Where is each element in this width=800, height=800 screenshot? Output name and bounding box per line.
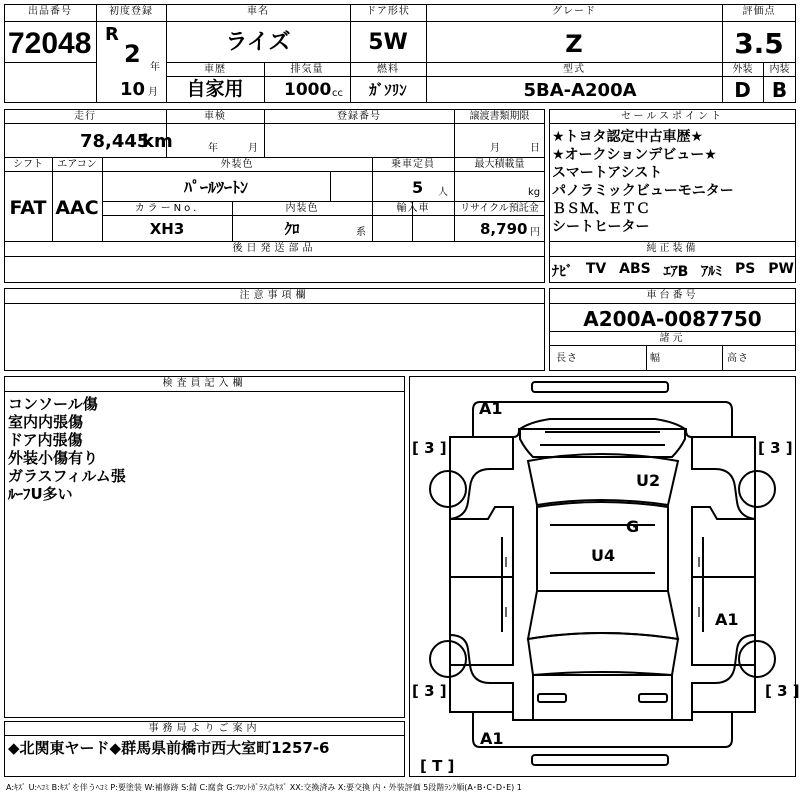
inspector-line: ガラスフィルム張	[8, 467, 126, 485]
inspector-line: ドア内張傷	[8, 431, 83, 449]
width-label: 幅	[650, 353, 661, 364]
insp-year-unit: 年	[208, 143, 218, 154]
equipment-label: 純正装備	[646, 243, 699, 254]
load-label: 最大積載量	[474, 159, 525, 170]
history: 自家用	[186, 78, 244, 100]
load-unit: kg	[528, 187, 541, 198]
equipment-item: TV	[585, 261, 607, 277]
inspection-label: 車検	[204, 111, 226, 122]
equipment-item: PS	[735, 261, 756, 277]
capacity: 5	[412, 178, 424, 197]
tire-mark: [ 3 ]	[765, 682, 800, 700]
exterior-label: 外装	[732, 64, 753, 75]
tire-mark: [ 3 ]	[758, 439, 793, 457]
intcolor-label: 内装色	[285, 203, 319, 214]
damage-mark: U2	[636, 471, 661, 490]
insp-month-unit: 月	[248, 143, 258, 154]
reg-month: 10	[120, 79, 146, 100]
sales-point: パノラミックビューモニター	[552, 183, 734, 199]
damage-mark: G	[626, 517, 640, 536]
inspector-label: 検査員記入欄	[162, 378, 247, 389]
equipment-item: PW	[768, 261, 794, 277]
regno-label: 登録番号	[337, 111, 381, 122]
intcolor: ｸﾛ	[284, 220, 300, 238]
reg-year: 2	[124, 40, 141, 68]
equipment-item: ｴｱB	[663, 264, 689, 280]
sales-points-list	[552, 128, 794, 236]
later-label: 後日発送部品	[232, 243, 317, 254]
equipment-item: ﾅﾋﾞ	[552, 264, 573, 280]
door: 5W	[368, 30, 408, 55]
inspector-line: コンソール傷	[8, 395, 98, 413]
score: 3.5	[734, 27, 784, 60]
fuel-label: 燃料	[377, 64, 399, 75]
exterior-grade: D	[734, 78, 751, 102]
era: R	[105, 24, 119, 45]
interior-label: 内装	[769, 64, 790, 75]
height-label: 高さ	[727, 353, 749, 364]
history-label: 車歴	[204, 64, 226, 75]
car-diagram	[409, 376, 800, 777]
shift: FAT	[9, 197, 47, 219]
lot-number: 72048	[8, 27, 92, 60]
reg-label: 初度登録	[109, 6, 153, 17]
ac-label: エアコン	[57, 159, 97, 170]
shift-label: シフト	[13, 159, 43, 170]
sales-point: ★トヨタ認定中古車歴★	[552, 129, 704, 145]
car-name-label: 車名	[247, 6, 269, 17]
equipment-item: ABS	[619, 261, 651, 277]
sales-point: ★オークションデビュー★	[552, 147, 717, 163]
sales-point: シートヒーター	[552, 219, 650, 235]
tire-mark: [ T ]	[420, 757, 455, 775]
import-label: 輸入車	[396, 203, 430, 214]
capacity-unit: 人	[438, 187, 448, 198]
capacity-label: 乗車定員	[391, 159, 435, 170]
tire-mark: [ 3 ]	[412, 682, 447, 700]
chassis-label: 車台番号	[646, 290, 699, 301]
car-name: ライズ	[225, 30, 291, 55]
tire-mark: [ 3 ]	[412, 439, 447, 457]
sales-point: ＢＳＭ、ＥＴＣ	[552, 201, 650, 217]
dims-label: 諸元	[659, 333, 686, 344]
cc-label: 排気量	[290, 64, 324, 75]
colorno: XH3	[149, 220, 185, 238]
cc-unit: cc	[332, 88, 343, 99]
grade-label: グレード	[552, 6, 596, 17]
notes-label: 注意事項欄	[239, 290, 310, 301]
equipment-item: ｱﾙﾐ	[701, 264, 723, 280]
door-label: ドア形状	[366, 6, 410, 17]
transfer-day-unit: 日	[530, 143, 540, 154]
mileage: 78,445	[80, 131, 150, 152]
mileage-unit: km	[142, 131, 173, 152]
color-label: 外装色	[220, 159, 254, 170]
recycle-label: リサイクル預託金	[460, 203, 539, 214]
interior-grade: B	[771, 78, 788, 102]
model: 5BA-A200A	[523, 80, 637, 101]
ac: AAC	[55, 197, 99, 219]
sales-points-label: セールスポイント	[620, 111, 725, 122]
damage-mark: A1	[715, 610, 739, 629]
car-outline	[410, 377, 795, 776]
model-label: 型式	[563, 64, 585, 75]
damage-mark: U4	[591, 546, 616, 565]
color: ﾊﾟｰﾙﾂｰﾄﾝ	[183, 178, 248, 197]
month-unit: 月	[148, 87, 158, 98]
inspector-line: 外装小傷有り	[8, 449, 99, 467]
inspector-line: ﾙｰﾌU多い	[8, 485, 73, 503]
legend: A:ｷｽﾞ U:ﾍｺﾐ B:ｷｽﾞを伴うﾍｺﾐ P:要塗装 W:補修跡 S:錆 C:腐食 G:ﾌﾛﾝﾄｶﾞﾗｽ点ｷｽﾞ XX:交換済み X:要交換 内・外装評価 5段階ﾗﾝｸ順(A･B･C･D･E) 1	[6, 783, 522, 792]
mileage-label: 走行	[74, 111, 96, 122]
fuel: ｶﾞｿﾘﾝ	[369, 81, 407, 99]
colorno-label: カラーNo.	[134, 203, 200, 214]
inspector-line: 室内内張傷	[8, 413, 84, 431]
length-label: 長さ	[556, 353, 578, 364]
office-text: ◆北関東ヤード◆群馬県前橋市西大室町1257-6	[8, 739, 330, 757]
year-unit: 年	[150, 62, 160, 73]
transfer-month-unit: 月	[490, 143, 500, 154]
transfer-label: 譲渡書類期限	[469, 111, 530, 122]
damage-mark: A1	[479, 399, 503, 418]
recycle: 8,790	[480, 220, 528, 238]
office-label: 事務局よりご案内	[148, 723, 261, 734]
cc: 1000	[284, 80, 332, 100]
inspector-notes	[8, 395, 403, 503]
score-label: 評価点	[742, 6, 776, 17]
lot-label: 出品番号	[28, 6, 72, 17]
chassis-number: A200A-0087750	[583, 307, 762, 331]
intcolor-unit: 系	[356, 227, 366, 238]
sales-point: スマートアシスト	[552, 165, 663, 181]
grade: Z	[565, 30, 583, 58]
recycle-unit: 円	[530, 227, 540, 238]
equipment-list	[552, 261, 794, 281]
damage-mark: A1	[480, 729, 504, 748]
